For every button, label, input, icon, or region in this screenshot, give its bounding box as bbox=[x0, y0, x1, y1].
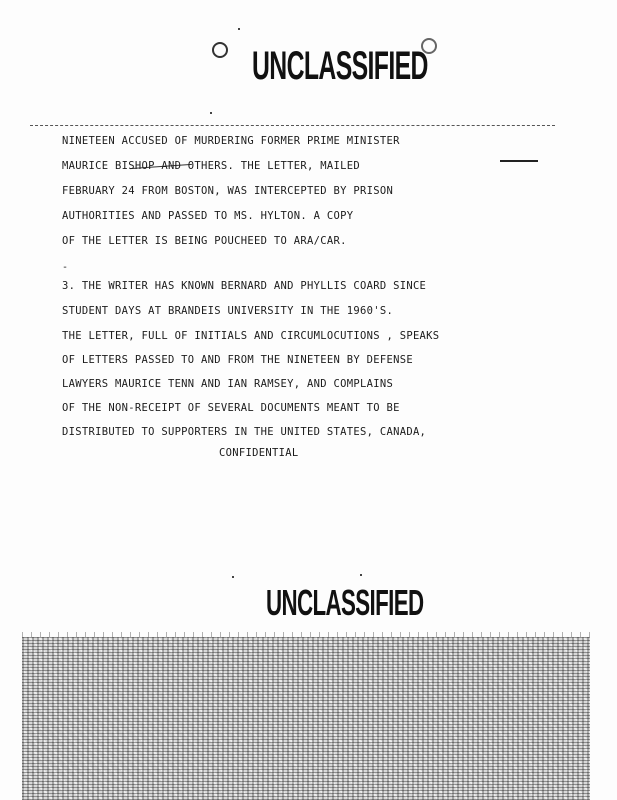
dash-mark: - bbox=[62, 262, 69, 273]
page-mark-circle-icon bbox=[212, 42, 228, 58]
scan-speck bbox=[360, 574, 362, 576]
text-line: DISTRIBUTED TO SUPPORTERS IN THE UNITED STATES, CANADA, bbox=[62, 426, 427, 438]
scan-speck bbox=[210, 112, 212, 114]
scan-speck bbox=[238, 28, 240, 30]
text-line: 3. THE WRITER HAS KNOWN BERNARD AND PHYLLIS COARD SINCE bbox=[62, 280, 427, 292]
text-line: NINETEEN ACCUSED OF MURDERING FORMER PRIME MINISTER bbox=[62, 135, 400, 147]
scan-speck bbox=[232, 576, 234, 578]
unclassified-stamp-top: UNCLASSIFIED bbox=[252, 44, 428, 88]
text-line: FEBRUARY 24 FROM BOSTON, WAS INTERCEPTED BY PRISON bbox=[62, 185, 394, 197]
text-line: OF THE NON-RECEIPT OF SEVERAL DOCUMENTS MEANT TO BE bbox=[62, 402, 400, 414]
margin-mark bbox=[500, 160, 538, 162]
text-line: THE LETTER, FULL OF INITIALS AND CIRCUMLOCUTIONS , SPEAKS bbox=[62, 330, 440, 342]
text-line: OF LETTERS PASSED TO AND FROM THE NINETEEN BY DEFENSE bbox=[62, 354, 413, 366]
unclassified-stamp-bottom: UNCLASSIFIED bbox=[266, 582, 424, 623]
text-line: LAWYERS MAURICE TENN AND IAN RAMSEY, AND COMPLAINS bbox=[62, 378, 394, 390]
text-line: OF THE LETTER IS BEING POUCHEED TO ARA/CAR. bbox=[62, 235, 347, 247]
text-line: MAURICE BISHOP AND OTHERS. THE LETTER, MAILED bbox=[62, 160, 360, 172]
text-line: AUTHORITIES AND PASSED TO MS. HYLTON. A COPY bbox=[62, 210, 354, 222]
text-line: STUDENT DAYS AT BRANDEIS UNIVERSITY IN THE 1960'S. bbox=[62, 305, 394, 317]
scan-noise-region bbox=[22, 637, 590, 800]
confidential-marking: CONFIDENTIAL bbox=[219, 447, 299, 459]
scan-rule-line bbox=[30, 125, 555, 126]
